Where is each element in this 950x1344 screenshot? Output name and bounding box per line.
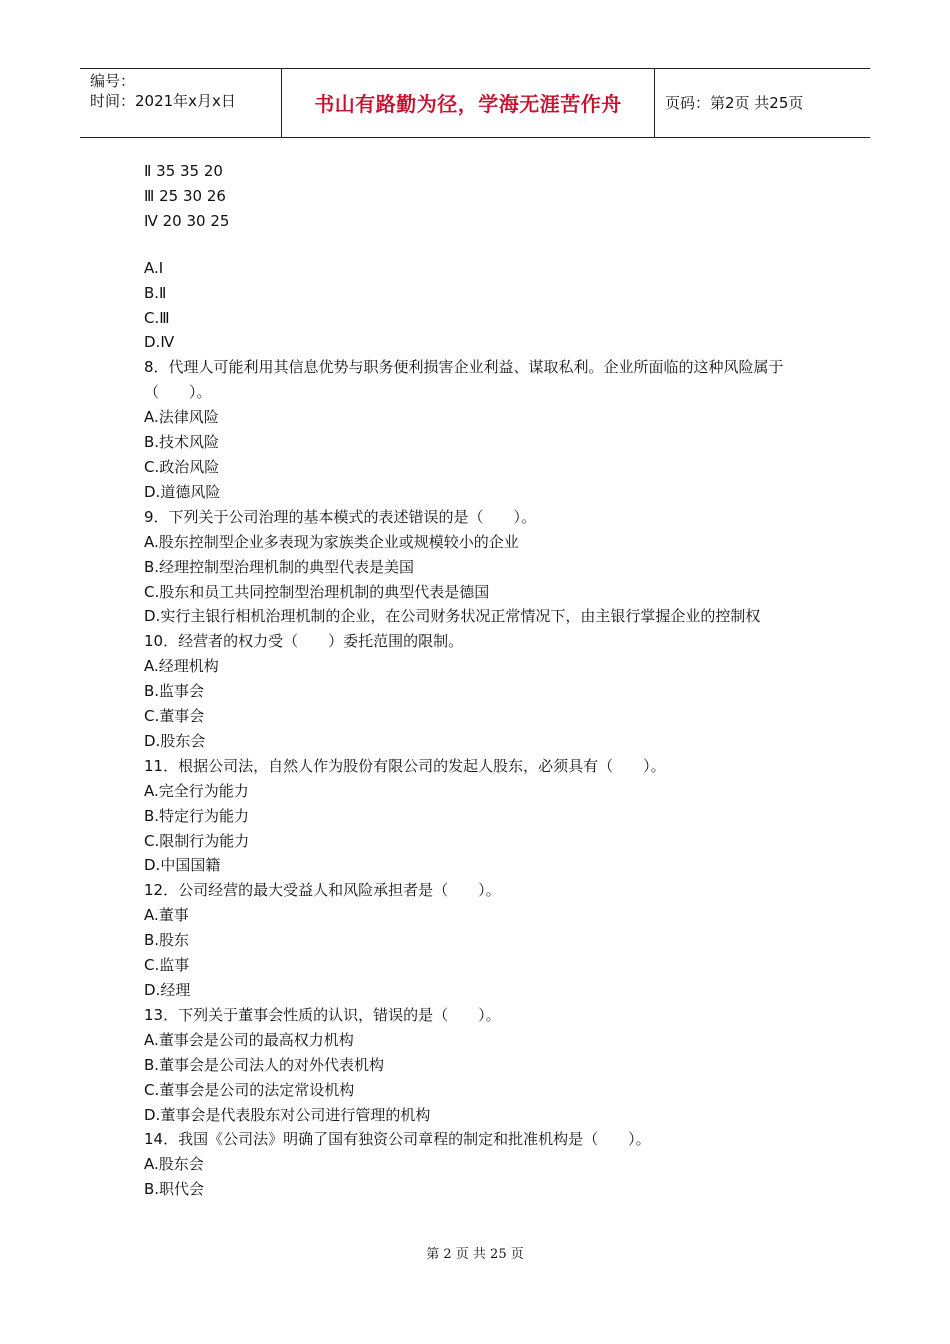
answer-option: D.实行主银行相机治理机制的企业，在公司财务状况正常情况下，由主银行掌握企业的控制权: [144, 607, 761, 626]
answer-option: A.经理机构: [144, 657, 219, 676]
answer-option: D.道德风险: [144, 482, 221, 501]
answer-option: B.Ⅱ: [144, 283, 167, 302]
answer-option: D.董事会是代表股东对公司进行管理的机构: [144, 1105, 431, 1124]
answer-option: A.董事会是公司的最高权力机构: [144, 1030, 354, 1049]
question-stem: 13．下列关于董事会性质的认识，错误的是（ ）。: [144, 1005, 501, 1024]
question-stem: 11．根据公司法，自然人作为股份有限公司的发起人股东，必须具有（ ）。: [144, 756, 666, 775]
paragraph-gap: [144, 234, 814, 256]
answer-option: A.股东会: [144, 1155, 204, 1174]
page-footer: 第 2 页 共 25 页: [426, 1247, 524, 1262]
answer-option: C.政治风险: [144, 457, 220, 476]
answer-option: A.董事: [144, 906, 189, 925]
answer-option: D.中国国籍: [144, 856, 221, 875]
header-motto-cell: [282, 69, 655, 137]
answer-option: D.经理: [144, 981, 191, 999]
answer-option: B.技术风险: [144, 433, 220, 452]
question-stem: 12．公司经营的最大受益人和风险承担者是（ ）。: [144, 881, 501, 900]
answer-option: B.职代会: [144, 1180, 205, 1199]
answer-option: C.监事: [144, 956, 190, 975]
answer-option: A.Ⅰ: [144, 258, 164, 277]
answer-option: B.特定行为能力: [144, 806, 250, 825]
answer-option: C.股东和员工共同控制型治理机制的典型代表是德国: [144, 582, 490, 601]
question-stem: 9．下列关于公司治理的基本模式的表述错误的是（ ）。: [144, 507, 537, 526]
answer-option: A.法律风险: [144, 408, 219, 427]
answer-option: B.经理控制型治理机制的典型代表是美国: [144, 557, 415, 576]
table-row: Ⅲ 25 30 26: [144, 186, 226, 205]
header-page-cell: [655, 69, 870, 137]
page-header: [80, 68, 870, 138]
answer-option: A.完全行为能力: [144, 781, 249, 800]
document-body: [144, 159, 814, 1202]
header-meta-cell: [80, 69, 282, 137]
question-stem: 14．我国《公司法》明确了国有独资公司章程的制定和批准机构是（ ）。: [144, 1130, 651, 1149]
answer-option: D.股东会: [144, 731, 206, 750]
answer-option: C.董事会是公司的法定常设机构: [144, 1080, 355, 1099]
answer-option: B.监事会: [144, 682, 205, 701]
answer-option: C.董事会: [144, 707, 205, 726]
document-number-label: 编号：: [90, 72, 136, 90]
answer-option: C.限制行为能力: [144, 831, 250, 850]
table-row: Ⅱ 35 35 20: [144, 162, 223, 180]
header-motto: 书山有路勤为径，学海无涯苦作舟: [314, 92, 622, 116]
header-page-info: 页码：第2页 共25页: [665, 94, 804, 112]
answer-option: A.股东控制型企业多表现为家族类企业或规模较小的企业: [144, 532, 519, 551]
answer-option: D.Ⅳ: [144, 333, 175, 352]
answer-option: C.Ⅲ: [144, 308, 170, 327]
answer-option: B.董事会是公司法人的对外代表机构: [144, 1055, 385, 1074]
question-stem: 8．代理人可能利用其信息优势与职务便利损害企业利益、谋取私利。企业所面临的这种风险属于（ ）。: [144, 358, 784, 402]
answer-option: B.股东: [144, 931, 190, 950]
question-stem: 10．经营者的权力受（ ）委托范围的限制。: [144, 632, 464, 651]
document-time-label: 时间：2021年x月x日: [90, 92, 236, 110]
table-row: Ⅳ 20 30 25: [144, 211, 230, 230]
